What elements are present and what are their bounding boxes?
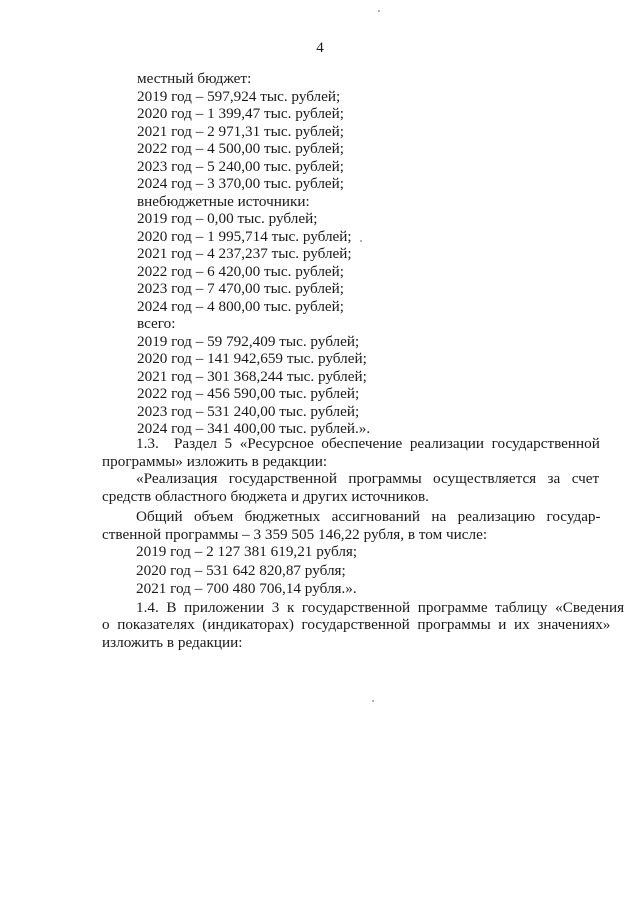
scan-speck	[378, 10, 380, 12]
list-item: 2024 год – 341 400,00 тыс. рублей.».	[137, 420, 371, 437]
list-item: 2019 год – 597,924 тыс. рублей;	[137, 87, 341, 105]
scan-speck	[360, 240, 362, 242]
list-item: 2019 год – 59 792,409 тыс. рублей;	[137, 332, 360, 350]
budget-list	[137, 70, 370, 438]
list-item: 2024 год – 3 370,00 тыс. рублей;	[137, 175, 345, 192]
list-item: 2020 год – 1 399,47 тыс. рублей;	[137, 105, 345, 122]
list-item: 2020 год – 141 942,659 тыс. рублей;	[137, 350, 367, 367]
year-amount: 2019 год – 2 127 381 619,21 рубля;	[136, 543, 358, 560]
list-item: 2020 год – 1 995,714 тыс. рублей;	[137, 227, 352, 245]
list-item: 2021 год – 4 237,237 тыс. рублей;	[137, 245, 352, 262]
section-1-4-text: о показателях (индикаторах) государственной программы и их значениях»	[102, 616, 611, 633]
document-body	[102, 435, 625, 651]
quote-line: «Реализация государственной программы осуществляется за счет	[136, 470, 600, 487]
list-item: всего:	[137, 315, 176, 332]
list-item: 2023 год – 531 240,00 тыс. рублей;	[137, 402, 360, 420]
list-item: 2021 год – 2 971,31 тыс. рублей;	[137, 122, 345, 140]
list-item: 2022 год – 456 590,00 тыс. рублей;	[137, 385, 360, 402]
list-item: 2023 год – 5 240,00 тыс. рублей;	[137, 157, 345, 175]
page-number: 4	[316, 40, 324, 56]
scan-speck	[372, 700, 374, 702]
list-item: 2024 год – 4 800,00 тыс. рублей;	[137, 297, 345, 315]
list-item: внебюджетные источники:	[137, 192, 310, 210]
total-line: Общий объем бюджетных ассигнований на реализацию государ-	[136, 508, 601, 525]
year-amount: 2020 год – 531 642 820,87 рубля;	[136, 561, 346, 579]
list-item: 2019 год – 0,00 тыс. рублей;	[137, 210, 318, 227]
list-item: 2023 год – 7 470,00 тыс. рублей;	[137, 280, 345, 297]
total-line: ственной программы – 3 359 505 146,22 рубля, в том числе:	[102, 525, 488, 543]
section-1-4-text: изложить в редакции:	[102, 633, 243, 651]
section-1-3-heading-cont: программы» изложить в редакции:	[102, 452, 328, 470]
list-item: 2022 год – 6 420,00 тыс. рублей;	[137, 262, 345, 280]
quote-line: средств областного бюджета и других источников.	[102, 487, 429, 505]
year-amount: 2021 год – 700 480 706,14 рубля.».	[136, 580, 357, 597]
section-1-4-heading: 1.4. В приложении 3 к государственной программе таблицу «Сведения	[136, 598, 625, 616]
list-item: 2021 год – 301 368,244 тыс. рублей;	[137, 367, 367, 385]
list-item: местный бюджет:	[137, 70, 252, 87]
section-1-3-heading: 1.3. Раздел 5 «Ресурсное обеспечение реализации государственной	[136, 435, 600, 452]
list-item: 2022 год – 4 500,00 тыс. рублей;	[137, 140, 345, 157]
